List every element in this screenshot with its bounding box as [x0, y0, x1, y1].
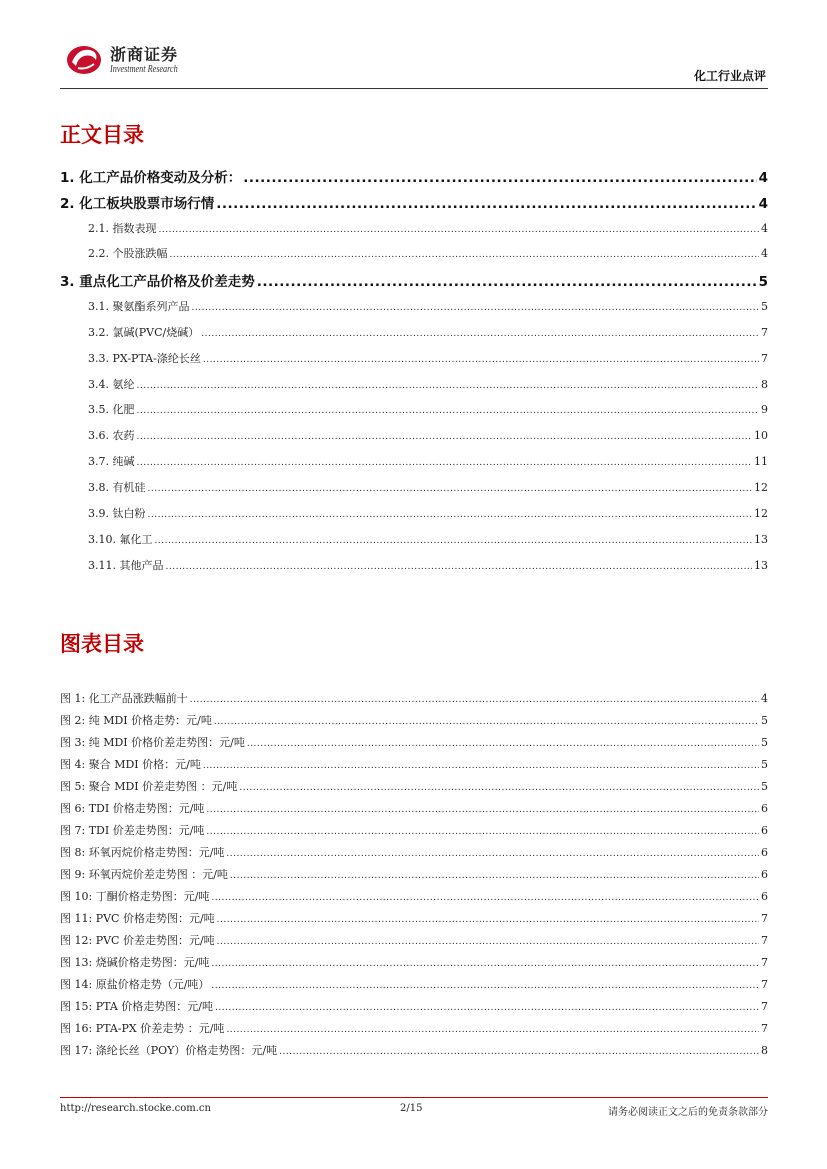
toc-entry[interactable] — [88, 376, 768, 392]
figure-entry[interactable] — [60, 910, 768, 926]
toc-leader-dots — [155, 536, 753, 546]
figure-entry-page: 8 — [761, 1044, 768, 1057]
toc-entry-label: 3.1. 聚氨酯系列产品 — [88, 300, 190, 313]
figure-entry-page: 6 — [761, 846, 768, 859]
figure-entry-label: 图 9: 环氧丙烷价差走势图 ：元/吨 — [60, 868, 228, 881]
toc-leader-dots — [257, 274, 757, 290]
toc-entry-label: 2.2. 个股涨跌幅 — [88, 247, 168, 260]
toc-entry-label: 3.10. 氟化工 — [88, 533, 153, 546]
toc-entry-page: 11 — [754, 455, 768, 468]
figure-entry-page: 7 — [761, 912, 768, 925]
toc-entry-label: 3.3. PX-PTA-涤纶长丝 — [88, 352, 201, 365]
figure-leader-dots — [217, 937, 759, 947]
figure-entry-page: 7 — [761, 1000, 768, 1013]
toc-entry[interactable] — [88, 557, 768, 573]
figure-leader-dots — [211, 981, 759, 991]
figure-entry-page: 6 — [761, 890, 768, 903]
figure-entry-label: 图 6: TDI 价格走势图：元/吨 — [60, 802, 205, 815]
toc-leader-dots — [192, 303, 760, 313]
figure-entry[interactable] — [60, 690, 768, 706]
figure-leader-dots — [215, 1003, 759, 1013]
figure-entry-page: 7 — [761, 956, 768, 969]
toc-entry[interactable] — [88, 401, 768, 417]
figure-entry[interactable] — [60, 822, 768, 838]
figure-entry-label: 图 14: 原盐价格走势（元/吨） — [60, 978, 210, 991]
toc-entry-label: 2.1. 指数表现 — [88, 222, 157, 235]
figure-entry-label: 图 12: PVC 价差走势图：元/吨 — [60, 934, 215, 947]
figure-entry[interactable] — [60, 1042, 768, 1058]
report-type: 化工行业点评 — [693, 69, 766, 83]
toc-entry-page: 4 — [758, 196, 768, 212]
figure-leader-dots — [279, 1047, 759, 1057]
toc-entry-page: 13 — [754, 559, 768, 572]
figure-entry-label: 图 10: 丁酮价格走势图：元/吨 — [60, 890, 210, 903]
toc-entry[interactable] — [88, 350, 768, 366]
toc-leader-dots — [159, 225, 760, 235]
figure-leader-dots — [190, 695, 759, 705]
toc-entry[interactable] — [88, 220, 768, 236]
figure-leader-dots — [211, 893, 759, 903]
page-number: 2/15 — [400, 1103, 423, 1114]
toc-entry[interactable] — [88, 245, 768, 261]
toc-entry[interactable] — [88, 453, 768, 469]
toc-leader-dots — [203, 355, 759, 365]
figure-leader-dots — [206, 827, 759, 837]
footer-url[interactable]: http://research.stocke.com.cn — [60, 1103, 211, 1114]
figure-entry[interactable] — [60, 932, 768, 948]
page-header — [60, 40, 768, 89]
toc-entry[interactable] — [88, 531, 768, 547]
figure-entry[interactable] — [60, 756, 768, 772]
figure-entry-page: 7 — [761, 934, 768, 947]
toc-leader-dots — [170, 250, 760, 260]
figure-entry[interactable] — [60, 800, 768, 816]
figure-entry-label: 图 13: 烧碱价格走势图：元/吨 — [60, 956, 210, 969]
figure-entry-page: 7 — [761, 978, 768, 991]
figure-entry[interactable] — [60, 866, 768, 882]
figure-entry-label: 图 17: 涤纶长丝（POY）价格走势图：元/吨 — [60, 1044, 278, 1057]
toc-entry-label: 3. 重点化工产品价格及价差走势 — [60, 274, 255, 290]
toc-entry-label: 3.4. 氨纶 — [88, 378, 135, 391]
figure-entry-page: 4 — [761, 692, 768, 705]
toc-entry[interactable] — [88, 427, 768, 443]
toc-entry-label: 3.9. 钛白粉 — [88, 507, 146, 520]
toc-entry-label: 1. 化工产品价格变动及分析： — [60, 170, 242, 186]
figure-leader-dots — [206, 805, 759, 815]
toc-entry-page: 9 — [761, 403, 768, 416]
figure-leader-dots — [211, 959, 759, 969]
toc-leader-dots — [201, 329, 759, 339]
figure-entry[interactable] — [60, 1020, 768, 1036]
toc-entry-page: 5 — [758, 274, 768, 290]
figure-entry-page: 6 — [761, 824, 768, 837]
toc-entry-label: 3.6. 农药 — [88, 429, 135, 442]
figure-entry[interactable] — [60, 998, 768, 1014]
toc-entry-page: 4 — [761, 222, 768, 235]
toc-entry-label: 3.8. 有机硅 — [88, 481, 146, 494]
toc-entry-label: 3.5. 化肥 — [88, 403, 135, 416]
toc-entry[interactable] — [60, 192, 768, 212]
figure-entry[interactable] — [60, 954, 768, 970]
figure-entry-label: 图 3: 纯 MDI 价格价差走势图：元/吨 — [60, 736, 245, 749]
toc-entry-page: 4 — [758, 170, 768, 186]
toc-title: 正文目录 — [60, 123, 144, 147]
toc-entry[interactable] — [88, 298, 768, 314]
figure-entry-page: 5 — [761, 714, 768, 727]
figure-entry-label: 图 2: 纯 MDI 价格走势：元/吨 — [60, 714, 212, 727]
figure-entry[interactable] — [60, 888, 768, 904]
figure-entry-label: 图 7: TDI 价差走势图：元/吨 — [60, 824, 205, 837]
figure-entry-page: 5 — [761, 758, 768, 771]
toc-leader-dots — [137, 406, 760, 416]
figure-leader-dots — [230, 871, 759, 881]
figure-leader-dots — [239, 783, 759, 793]
figure-entry-label: 图 1: 化工产品涨跌幅前十 — [60, 692, 188, 705]
figure-entry[interactable] — [60, 844, 768, 860]
toc-entry-label: 2. 化工板块股票市场行情 — [60, 196, 215, 212]
figure-entry-label: 图 15: PTA 价格走势图：元/吨 — [60, 1000, 213, 1013]
toc-leader-dots — [137, 458, 753, 468]
toc-entry[interactable] — [88, 324, 768, 340]
toc-entry-page: 5 — [761, 300, 768, 313]
figure-entry[interactable] — [60, 712, 768, 728]
toc-leader-dots — [216, 196, 756, 212]
toc-entry[interactable] — [60, 166, 768, 186]
toc-entry-page: 10 — [754, 429, 768, 442]
figure-entry-page: 5 — [761, 736, 768, 749]
figure-leader-dots — [226, 849, 759, 859]
figure-entry-page: 7 — [761, 1022, 768, 1035]
toc-entry-page: 12 — [754, 481, 768, 494]
footer-disclaimer: 请务必阅读正文之后的免责条款部分 — [608, 1107, 768, 1118]
figure-entry-page: 6 — [761, 802, 768, 815]
toc-entry[interactable] — [88, 505, 768, 521]
toc-leader-dots — [243, 170, 756, 186]
figure-entry[interactable] — [60, 778, 768, 794]
figure-entry[interactable] — [60, 976, 768, 992]
figure-entry-label: 图 4: 聚合 MDI 价格：元/吨 — [60, 758, 201, 771]
figure-entry-label: 图 8: 环氧丙烷价格走势图：元/吨 — [60, 846, 225, 859]
toc-leader-dots — [137, 381, 760, 391]
toc-leader-dots — [148, 484, 753, 494]
toc-entry-label: 3.11. 其他产品 — [88, 559, 164, 572]
toc-entry[interactable] — [88, 479, 768, 495]
footer-divider — [60, 1097, 768, 1098]
toc-leader-dots — [148, 510, 753, 520]
toc-entry-label: 3.7. 纯碱 — [88, 455, 135, 468]
figure-leader-dots — [217, 915, 759, 925]
figure-entry[interactable] — [60, 734, 768, 750]
toc-entry-page: 12 — [754, 507, 768, 520]
figure-leader-dots — [247, 739, 759, 749]
brand-name-cn: 浙商证券 — [110, 45, 179, 64]
toc-entry-page: 7 — [761, 352, 768, 365]
figures-title: 图表目录 — [60, 632, 144, 656]
figure-entry-page: 6 — [761, 868, 768, 881]
toc-entry[interactable] — [60, 270, 768, 290]
figure-entry-label: 图 5: 聚合 MDI 价差走势图 ：元/吨 — [60, 780, 238, 793]
figure-leader-dots — [226, 1025, 759, 1035]
toc-entry-page: 4 — [761, 247, 768, 260]
figure-leader-dots — [203, 761, 759, 771]
figure-entry-label: 图 16: PTA-PX 价差走势 ：元/吨 — [60, 1022, 225, 1035]
brand-name-en: Investment Research — [110, 64, 178, 75]
figure-entry-page: 5 — [761, 780, 768, 793]
toc-entry-page: 7 — [761, 326, 768, 339]
toc-entry-label: 3.2. 氯碱(PVC/烧碱） — [88, 326, 200, 339]
toc-leader-dots — [137, 432, 753, 442]
figure-leader-dots — [214, 717, 759, 727]
company-logo-icon — [64, 40, 104, 76]
toc-entry-page: 13 — [754, 533, 768, 546]
toc-entry-page: 8 — [761, 378, 768, 391]
figure-entry-label: 图 11: PVC 价格走势图：元/吨 — [60, 912, 215, 925]
toc-leader-dots — [166, 562, 753, 572]
